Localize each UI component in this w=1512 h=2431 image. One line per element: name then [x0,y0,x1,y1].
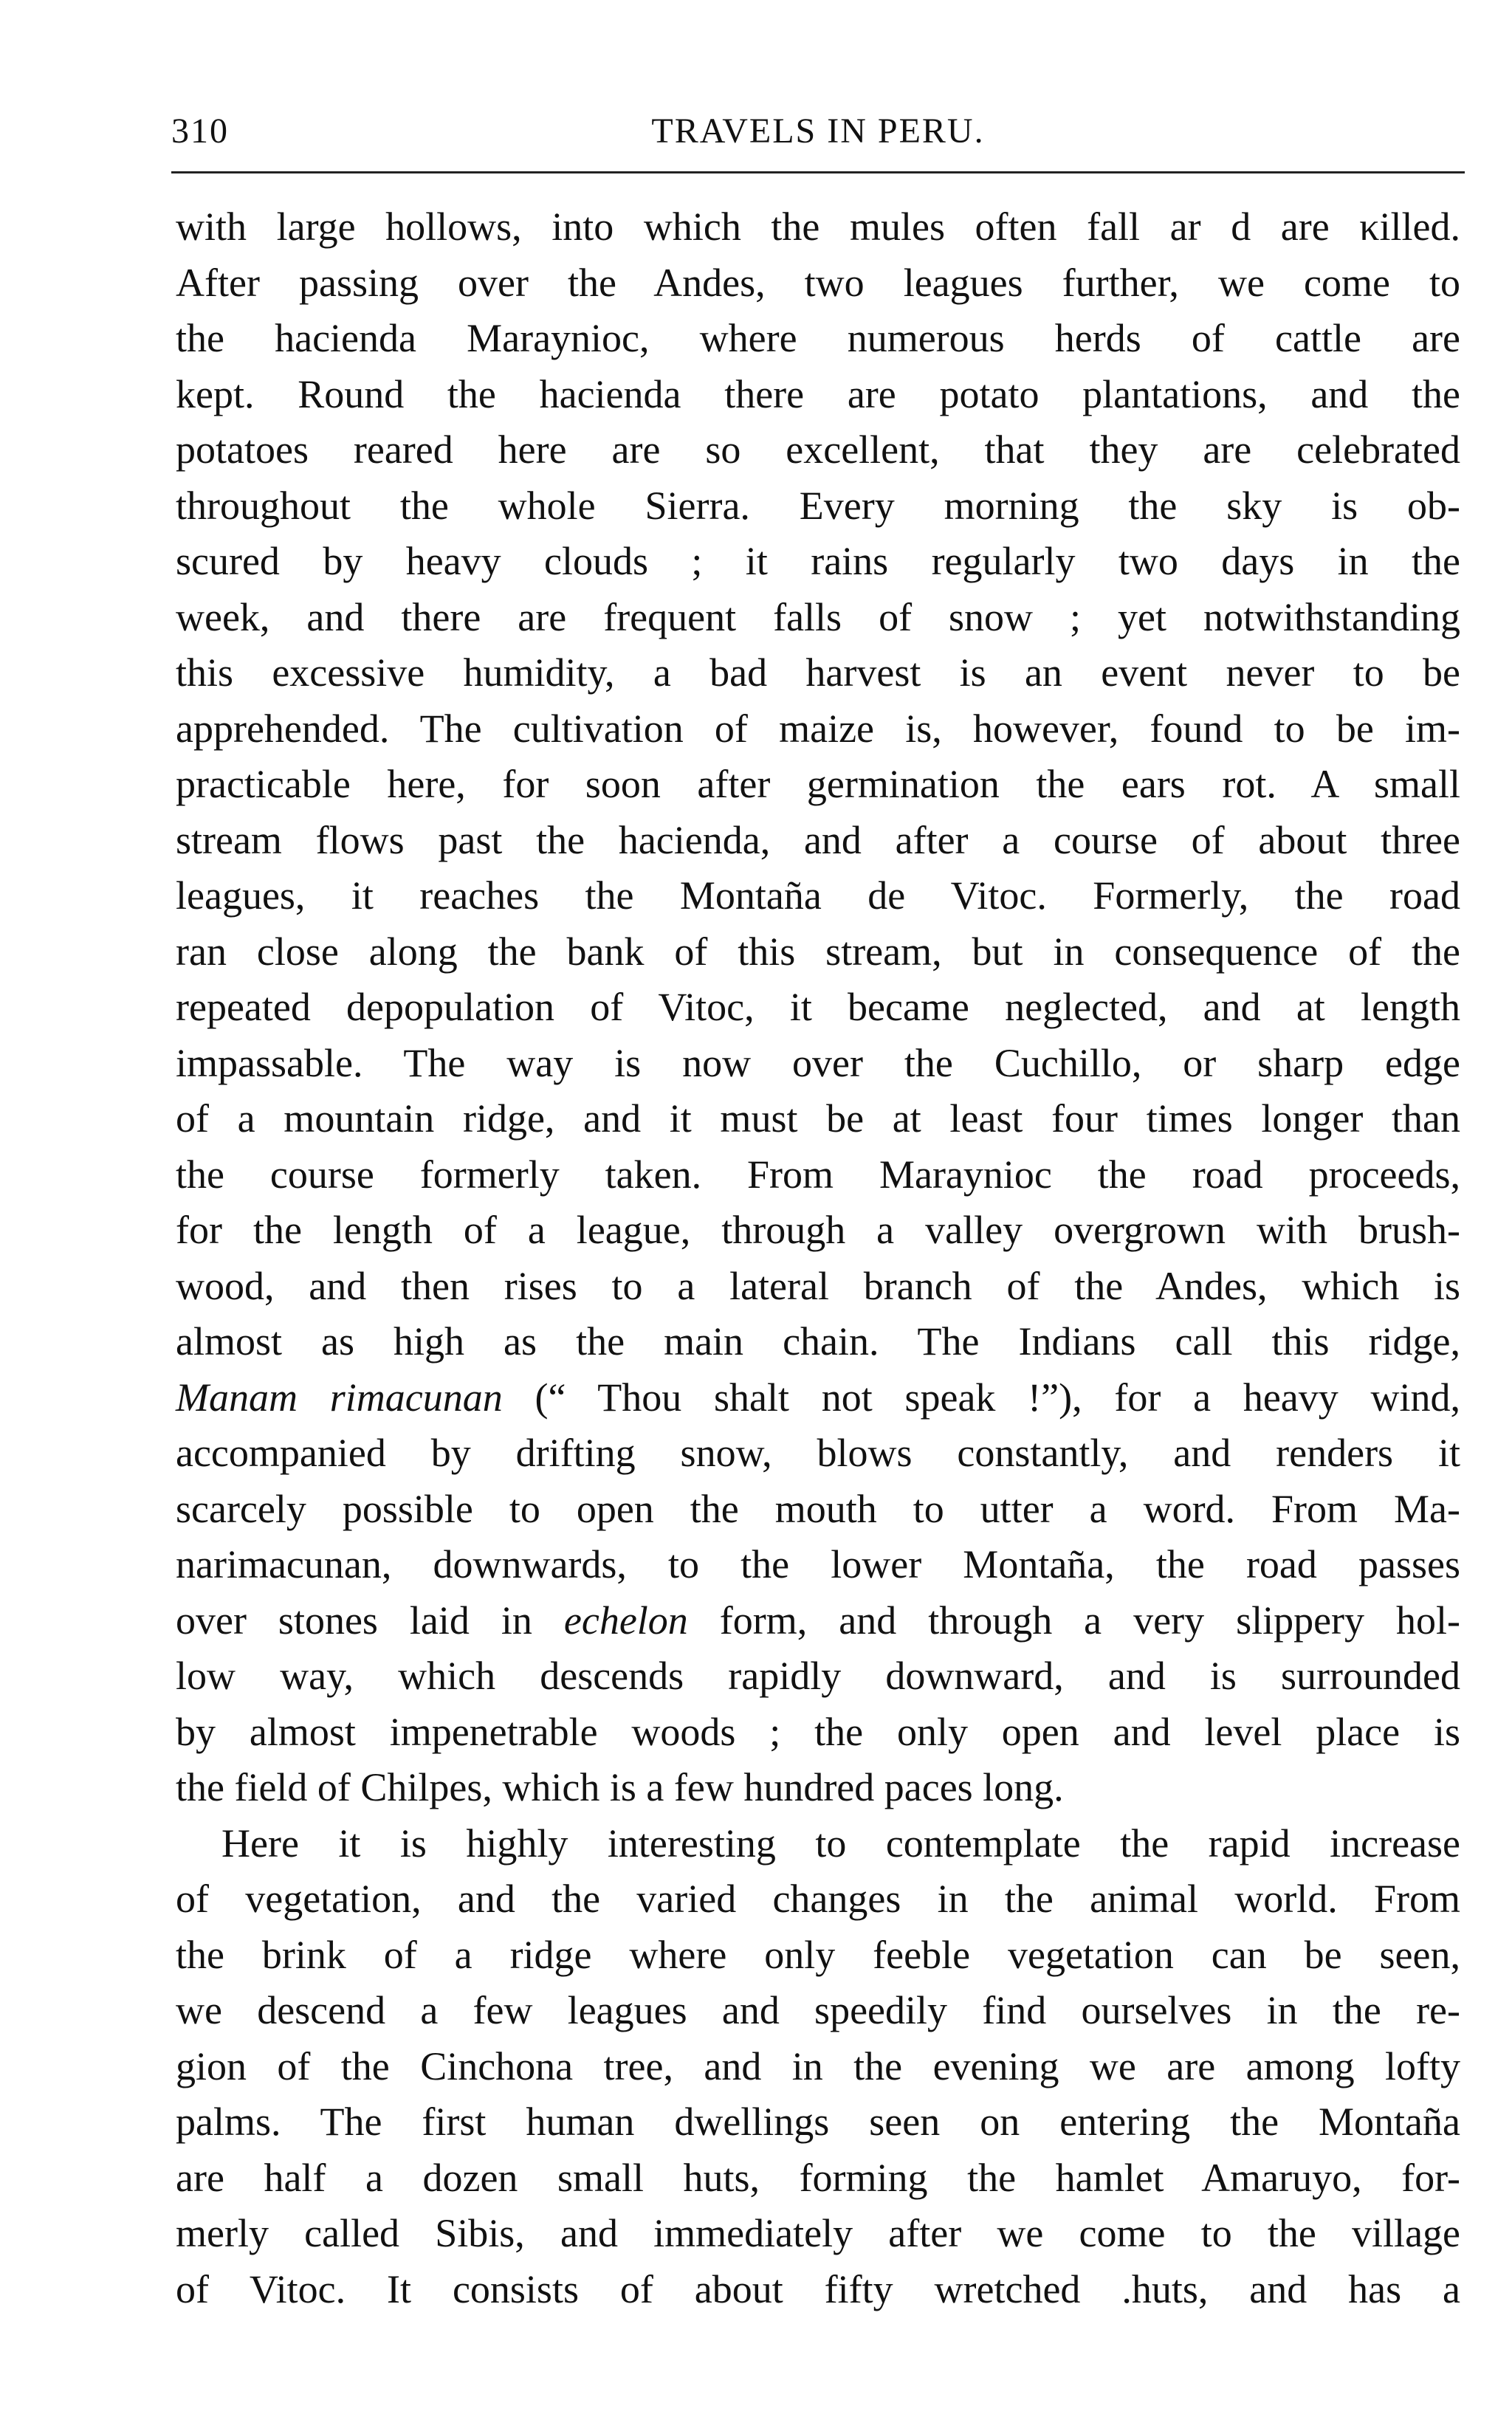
text-line: apprehended. The cultivation of maize is, however, found to be im- [176,706,1460,751]
italic-phrase-manam-rimacunan: Manam rimacunan [176,1375,503,1420]
text-line: repeated depopulation of Vitoc, it became neglected, and at length [176,985,1460,1029]
text-line-manam [176,1370,1460,1426]
text-line: narimacunan, downwards, to the lower Montaña, the road passes [176,1542,1460,1586]
header-rule [171,171,1465,173]
text-line: potatoes reared here are so excellent, that they are celebrated [176,427,1460,472]
body-text [176,199,1460,2317]
text-line: with large hollows, into which the mules often fall ar d are κilled. [176,204,1460,249]
text-line: for the length of a league, through a valley overgrown with brush- [176,1208,1460,1252]
line-prefix: over stones laid in [176,1598,532,1643]
paragraph-start-line: Here it is highly interesting to contemplate the rapid increase [221,1820,1460,1866]
text-line: After passing over the Andes, two leagues further, we come to [176,260,1460,305]
text-line: practicable here, for soon after germination the ears rot. A small [176,762,1460,806]
text-line: ran close along the bank of this stream, but in consequence of the [176,929,1460,974]
text-line: of Vitoc. It consists of about fifty wretched .huts, and has a [176,2266,1460,2311]
text-line: merly called Sibis, and immediately after we come to the village [176,2211,1460,2255]
italic-word-echelon: echelon [563,1598,688,1643]
line-remainder: form, and through a very slippery hol- [719,1598,1461,1643]
text-line: impassable. The way is now over the Cuchillo, or sharp edge [176,1040,1460,1085]
page-header [171,111,1465,170]
text-line: kept. Round the hacienda there are potato plantations, and the [176,371,1460,416]
text-line: accompanied by drifting snow, blows constantly, and renders it [176,1431,1460,1475]
text-line: almost as high as the main chain. The Indians call this ridge, [176,1319,1460,1364]
text-line-echelon [176,1593,1460,1649]
text-line: we descend a few leagues and speedily find ourselves in the re- [176,1988,1460,2032]
text-line: scarcely possible to open the mouth to utter a word. From Ma- [176,1486,1460,1531]
text-line: the brink of a ridge where only feeble vegetation can be seen, [176,1932,1460,1977]
text-line: wood, and then rises to a lateral branch of the Andes, which is [176,1263,1460,1308]
text-line: week, and there are frequent falls of snow ; yet notwithstanding [176,594,1460,639]
text-line: this excessive humidity, a bad harvest is an event never to be [176,650,1460,695]
text-line: low way, which descends rapidly downward, and is surrounded [176,1654,1460,1698]
text-line: of vegetation, and the varied changes in the animal world. From [176,1877,1460,1921]
text-line: by almost impenetrable woods ; the only open and level place is [176,1709,1460,1754]
text-line: the course formerly taken. From Maraynioc the road proceeds, [176,1152,1460,1197]
text-line: the hacienda Maraynioc, where numerous herds of cattle are [176,316,1460,360]
text-line: palms. The first human dwellings seen on entering the Montaña [176,2100,1460,2144]
paragraph-end-line: the field of Chilpes, which is a few hundred paces long. [176,1765,1064,1809]
text-line: leagues, it reaches the Montaña de Vitoc. Formerly, the road [176,873,1460,918]
running-title: TRAVELS IN PERU. [651,111,985,151]
text-line: throughout the whole Sierra. Every morning the sky is ob- [176,483,1460,528]
text-line: are half a dozen small huts, forming the hamlet Amaruyo, for- [176,2155,1460,2200]
text-line: stream flows past the hacienda, and after a course of about three [176,817,1460,862]
text-line: gion of the Cinchona tree, and in the evening we are among lofty [176,2043,1460,2088]
text-line: scured by heavy clouds ; it rains regularly two days in the [176,539,1460,583]
text-line: of a mountain ridge, and it must be at least four times longer than [176,1096,1460,1141]
line-remainder: (“ Thou shalt not speak !”), for a heavy wind, [535,1375,1461,1420]
page-number: 310 [171,111,229,151]
